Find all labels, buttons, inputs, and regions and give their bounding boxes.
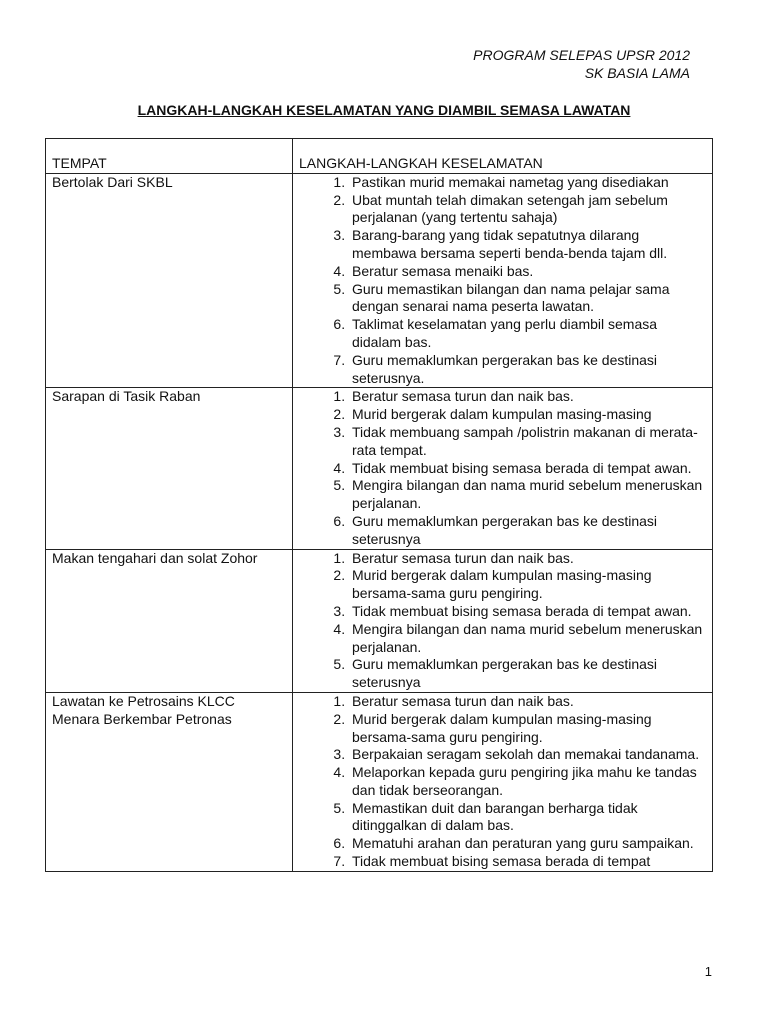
place-name: Bertolak Dari SKBL — [52, 173, 173, 190]
document-header — [473, 46, 690, 82]
place-name: Sarapan di Tasik Raban — [52, 388, 201, 405]
safety-step: 2. Murid bergerak dalam kumpulan masing-masing — [349, 406, 706, 424]
steps-list — [299, 693, 706, 871]
safety-step: 3. Tidak membuang sampah /polistrin makanan di merata-rata tempat. — [349, 424, 706, 460]
safety-step: 6. Mematuhi arahan dan peraturan yang guru sampaikan. — [349, 835, 706, 853]
safety-step: 4. Mengira bilangan dan nama murid sebelum meneruskan perjalanan. — [349, 621, 706, 657]
safety-step: 3. Barang-barang yang tidak sepatutnya dilarang membawa bersama seperti benda-benda tajam dll. — [349, 227, 706, 263]
safety-step: 6. Taklimat keselamatan yang perlu diambil semasa didalam bas. — [349, 316, 706, 352]
safety-step: 6. Guru memaklumkan pergerakan bas ke destinasi seterusnya — [349, 513, 706, 549]
column-header-steps: LANGKAH-LANGKAH KESELAMATAN — [293, 139, 713, 174]
safety-step: 1. Beratur semasa turun dan naik bas. — [349, 388, 706, 406]
page-number: 1 — [704, 964, 712, 979]
place-name: Menara Berkembar Petronas — [52, 710, 232, 727]
safety-step: 7. Guru memaklumkan pergerakan bas ke destinasi seterusnya. — [349, 352, 706, 388]
safety-step: 2. Murid bergerak dalam kumpulan masing-masing bersama-sama guru pengiring. — [349, 711, 706, 747]
safety-step: 7. Tidak membuat bising semasa berada di tempat — [349, 853, 706, 871]
table-header-row — [46, 139, 713, 174]
safety-step: 4. Melaporkan kepada guru pengiring jika mahu ke tandas dan tidak berseorangan. — [349, 764, 706, 800]
steps-list — [299, 388, 706, 548]
safety-step: 2. Murid bergerak dalam kumpulan masing-masing bersama-sama guru pengiring. — [349, 567, 706, 603]
safety-step: 4. Tidak membuat bising semasa berada di tempat awan. — [349, 460, 706, 478]
table-row — [46, 173, 713, 388]
safety-step: 1. Pastikan murid memakai nametag yang disediakan — [349, 174, 706, 192]
place-cell — [46, 388, 293, 549]
place-cell — [46, 692, 293, 871]
safety-step: 3. Tidak membuat bising semasa berada di tempat awan. — [349, 603, 706, 621]
steps-cell — [293, 549, 713, 692]
safety-steps-table — [45, 138, 713, 872]
safety-step: 5. Mengira bilangan dan nama murid sebelum meneruskan perjalanan. — [349, 477, 706, 513]
safety-step: 1. Beratur semasa turun dan naik bas. — [349, 550, 706, 568]
place-name: Lawatan ke Petrosains KLCC — [52, 692, 235, 709]
steps-list — [299, 550, 706, 692]
steps-cell — [293, 173, 713, 388]
place-cell — [46, 549, 293, 692]
place-cell — [46, 173, 293, 388]
steps-cell — [293, 692, 713, 871]
safety-step: 2. Ubat muntah telah dimakan setengah jam sebelum perjalanan (yang tertentu sahaja) — [349, 192, 706, 228]
safety-step: 5. Memastikan duit dan barangan berharga tidak ditinggalkan di dalam bas. — [349, 800, 706, 836]
document-title: LANGKAH-LANGKAH KESELAMATAN YANG DIAMBIL SEMASA LAWATAN — [137, 102, 631, 118]
table-row — [46, 549, 713, 692]
place-name: Makan tengahari dan solat Zohor — [52, 549, 258, 566]
school-name: SK BASIA LAMA — [584, 65, 690, 81]
safety-step: 4. Beratur semasa menaiki bas. — [349, 263, 706, 281]
safety-step: 3. Berpakaian seragam sekolah dan memakai tandanama. — [349, 746, 706, 764]
safety-step: 5. Guru memastikan bilangan dan nama pelajar sama dengan senarai nama peserta lawatan. — [349, 281, 706, 317]
safety-step: 1. Beratur semasa turun dan naik bas. — [349, 693, 706, 711]
program-title: PROGRAM SELEPAS UPSR 2012 — [473, 47, 690, 63]
column-header-place: TEMPAT — [46, 139, 293, 174]
steps-cell — [293, 388, 713, 549]
steps-list — [299, 174, 706, 388]
table-row — [46, 692, 713, 871]
safety-step: 5. Guru memaklumkan pergerakan bas ke destinasi seterusnya — [349, 656, 706, 692]
table-row — [46, 388, 713, 549]
